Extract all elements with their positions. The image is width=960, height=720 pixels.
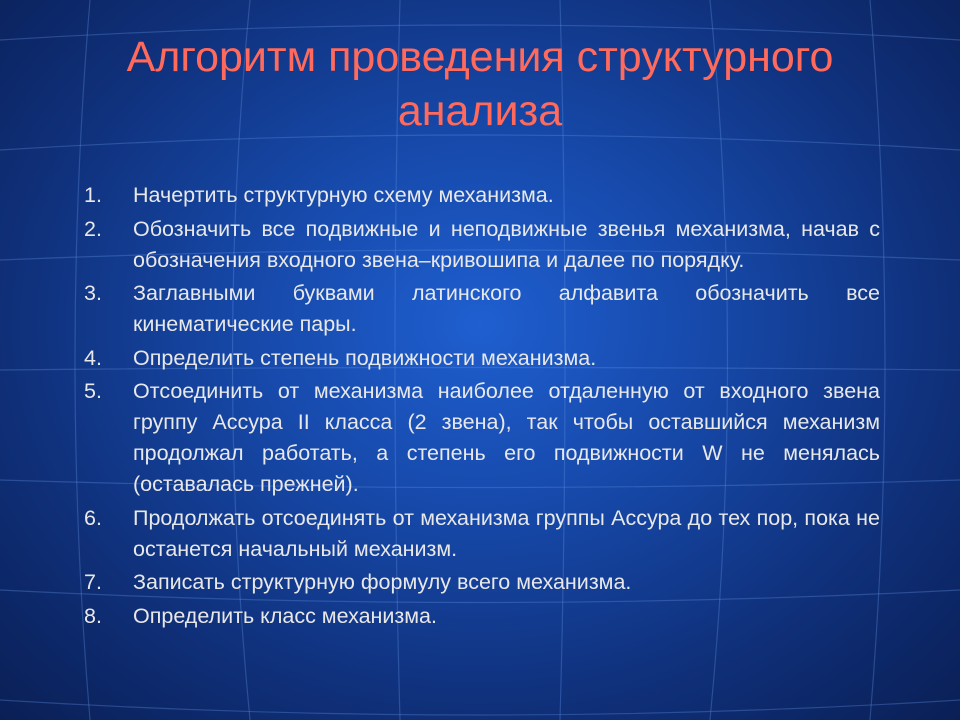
list-item-number: 4. xyxy=(84,345,102,370)
list-item-number: 7. xyxy=(84,570,102,594)
list-item xyxy=(84,567,880,598)
list-item-number: 6. xyxy=(84,505,102,530)
list-item-number: 8. xyxy=(84,603,102,628)
list-item-text: Начертить структурную схему механизма. xyxy=(133,183,554,207)
list-item xyxy=(84,376,880,500)
list-item xyxy=(84,180,880,211)
list-item xyxy=(84,343,880,374)
list-item xyxy=(84,601,880,632)
list-item-number: 1. xyxy=(84,183,102,207)
list-item-number: 5. xyxy=(84,379,102,403)
slide-title: Алгоритм проведения структурного анализа xyxy=(126,33,834,135)
list-item xyxy=(84,278,880,340)
list-item-text: Записать структурную формулу всего механизма. xyxy=(133,570,632,594)
list-item-text: Обозначить все подвижные и неподвижные звенья механизма, начав с обозначения входного звена–кривошипа и далее по порядку. xyxy=(133,216,880,272)
list-item-text: Отсоединить от механизма наиболее отдаленную от входного звена группу Ассура II класса (2 звена), так чтобы оставшийся механизм продолжал работать, а степень его подвижности W не менялась (оставалась прежней). xyxy=(133,379,880,496)
list-item-number: 2. xyxy=(84,216,102,241)
list-item-text: Определить класс механизма. xyxy=(133,603,437,628)
steps-list xyxy=(84,180,880,634)
list-item-number: 3. xyxy=(84,281,102,305)
list-item xyxy=(84,503,880,565)
list-item xyxy=(84,214,880,276)
list-item-text: Определить степень подвижности механизма. xyxy=(133,345,597,370)
list-item-text: Заглавными буквами латинского алфавита обозначить все кинематические пары. xyxy=(133,281,880,336)
list-item-text: Продолжать отсоединять от механизма группы Ассура до тех пор, пока не останется начальный механизм. xyxy=(133,505,880,561)
